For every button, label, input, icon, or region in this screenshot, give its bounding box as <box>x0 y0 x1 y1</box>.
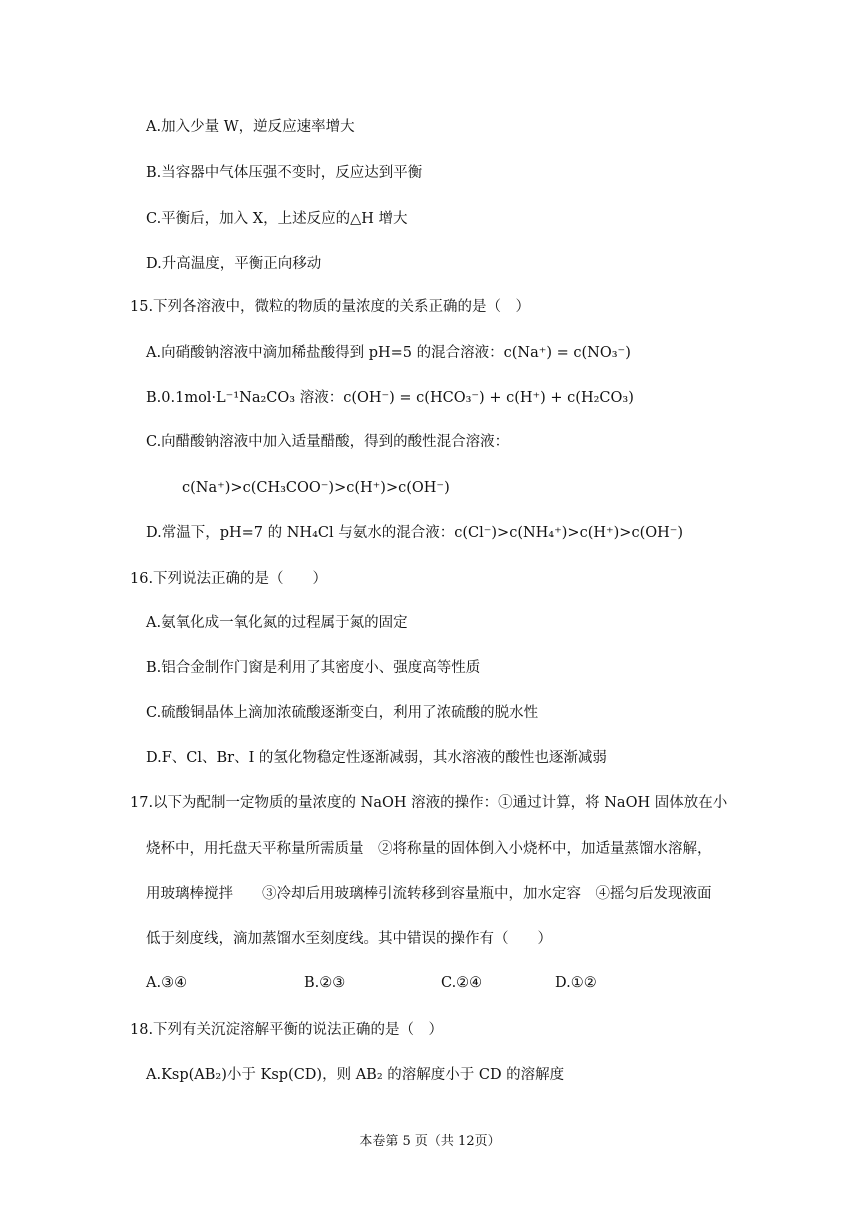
q17-option-b: B.②③ <box>304 975 346 991</box>
q15-stem: 15.下列各溶液中，微粒的物质的量浓度的关系正确的是（ ） <box>130 299 531 315</box>
q16-option-c: C.硫酸铜晶体上滴加浓硫酸逐渐变白，利用了浓硫酸的脱水性 <box>146 705 539 721</box>
q15-option-d: D.常温下，pH=7 的 NH₄Cl 与氨水的混合液：c(Cl⁻)>c(NH₄⁺)>c(H⁺)>c(OH⁻) <box>146 525 684 541</box>
q17-stem-line-2: 烧杯中，用托盘天平称量所需质量 ②将称量的固体倒入小烧杯中，加适量蒸馏水溶解， <box>146 841 712 857</box>
q17-option-c: C.②④ <box>441 975 483 991</box>
q16-stem: 16.下列说法正确的是（ ） <box>130 571 328 587</box>
q16-option-d: D.F、Cl、Br、I 的氢化物稳定性逐渐减弱，其水溶液的酸性也逐渐减弱 <box>146 750 607 766</box>
q15-option-c-formula: c(Na⁺)>c(CH₃COO⁻)>c(H⁺)>c(OH⁻) <box>182 480 450 496</box>
q14-option-a: A.加入少量 W，逆反应速率增大 <box>146 119 355 135</box>
q16-option-b: B.铝合金制作门窗是利用了其密度小、强度高等性质 <box>146 660 481 676</box>
q15-option-c: C.向醋酸钠溶液中加入适量醋酸，得到的酸性混合溶液： <box>146 434 510 450</box>
q18-stem: 18.下列有关沉淀溶解平衡的说法正确的是（ ） <box>130 1022 444 1038</box>
q17-stem-line-1: 17.以下为配制一定物质的量浓度的 NaOH 溶液的操作：①通过计算，将 NaOH 固体放在小 <box>130 795 728 811</box>
q17-option-d: D.①② <box>555 975 597 991</box>
q15-option-a: A.向硝酸钠溶液中滴加稀盐酸得到 pH=5 的混合溶液：c(Na⁺) = c(NO₃⁻) <box>146 345 631 361</box>
q17-stem-line-4: 低于刻度线，滴加蒸馏水至刻度线。其中错误的操作有（ ） <box>146 931 552 947</box>
q14-option-c: C.平衡后，加入 X，上述反应的△H 增大 <box>146 211 408 227</box>
q14-option-b: B.当容器中气体压强不变时，反应达到平衡 <box>146 165 423 181</box>
q16-option-a: A.氨氧化成一氧化氮的过程属于氮的固定 <box>146 615 408 631</box>
q18-option-a: A.Ksp(AB₂)小于 Ksp(CD)，则 AB₂ 的溶解度小于 CD 的溶解度 <box>146 1067 565 1083</box>
q17-options <box>0 975 860 993</box>
q17-option-a: A.③④ <box>146 975 188 991</box>
page-footer: 本卷第 5 页（共 12页） <box>359 1134 501 1149</box>
q14-option-d: D.升高温度，平衡正向移动 <box>146 256 322 272</box>
q15-option-b: B.0.1mol·L⁻¹Na₂CO₃ 溶液：c(OH⁻) = c(HCO₃⁻) + c(H⁺) + c(H₂CO₃) <box>146 390 634 406</box>
q17-stem-line-3: 用玻璃棒搅拌 ③冷却后用玻璃棒引流转移到容量瓶中，加水定容 ④摇匀后发现液面 <box>146 886 712 902</box>
